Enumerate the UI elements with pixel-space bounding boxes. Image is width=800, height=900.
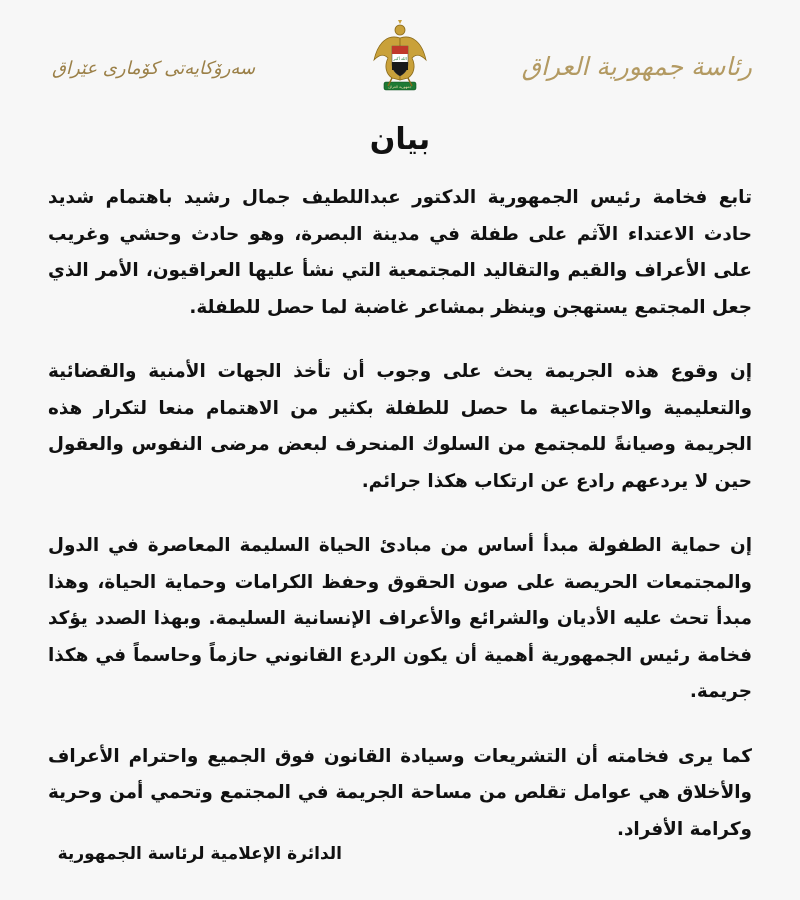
iraq-eagle-emblem-icon [370,20,430,100]
paragraph: إن حماية الطفولة مبدأ أساس من مبادئ الحياة السليمة المعاصرة في الدول والمجتمعات الحريصة على صون الحقوق وحفظ الكرامات وحماية الحياة، وهذا مبدأ تحث عليه الأديان والشرائع والأعراف الإنسانية السليمة. وبهذا الصدد يؤكد فخامة رئيس الجمهورية أهمية أن يكون الردع القانوني حازماً وحاسماً في هكذا جريمة. [48,535,752,702]
page-title: بيان [369,122,431,157]
paragraph: إن وقوع هذه الجريمة يحث على وجوب أن تأخذ الجهات الأمنية والقضائية والتعليمية والاجتماعية ما حصل للطفلة بكثير من الاهتمام منعا لتكرار هذه الجريمة وصيانةً للمجتمع من السلوك المنحرف لبعض مرضى النفوس والعقول حين لا يردعهم رادع عن ارتكاب هكذا جرائم. [48,361,752,492]
signature: الدائرة الإعلامية لرئاسة الجمهورية [57,844,342,864]
presidency-arabic-logo: رئاسة جمهورية العراق [521,52,752,81]
paragraph: كما يرى فخامته أن التشريعات وسيادة القانون فوق الجميع واحترام الأعراف والأخلاق هي عوامل تقلص من مساحة الجريمة في المجتمع وتحمي أمن وحرية وكرامة الأفراد. [48,745,752,840]
statement-body [48,180,752,848]
svg-text:الله أكبر: الله أكبر [393,56,407,61]
presidency-kurdish-logo: سەرۆکایەتی کۆماری عێراق [52,58,256,79]
paragraph: تابع فخامة رئيس الجمهورية الدكتور عبداللطيف جمال رشيد باهتمام شديد حادث الاعتداء الآثم على طفلة في مدينة البصرة، وهو حادث وحشي وغريب على الأعراف والقيم والتقاليد المجتمعية التي نشأ عليها العراقيون، الأمر الذي جعل المجتمع يستهجن وينظر بمشاعر غاضبة لما حصل للطفلة. [48,187,752,318]
emblem-label: جمهورية العراق [388,85,412,89]
